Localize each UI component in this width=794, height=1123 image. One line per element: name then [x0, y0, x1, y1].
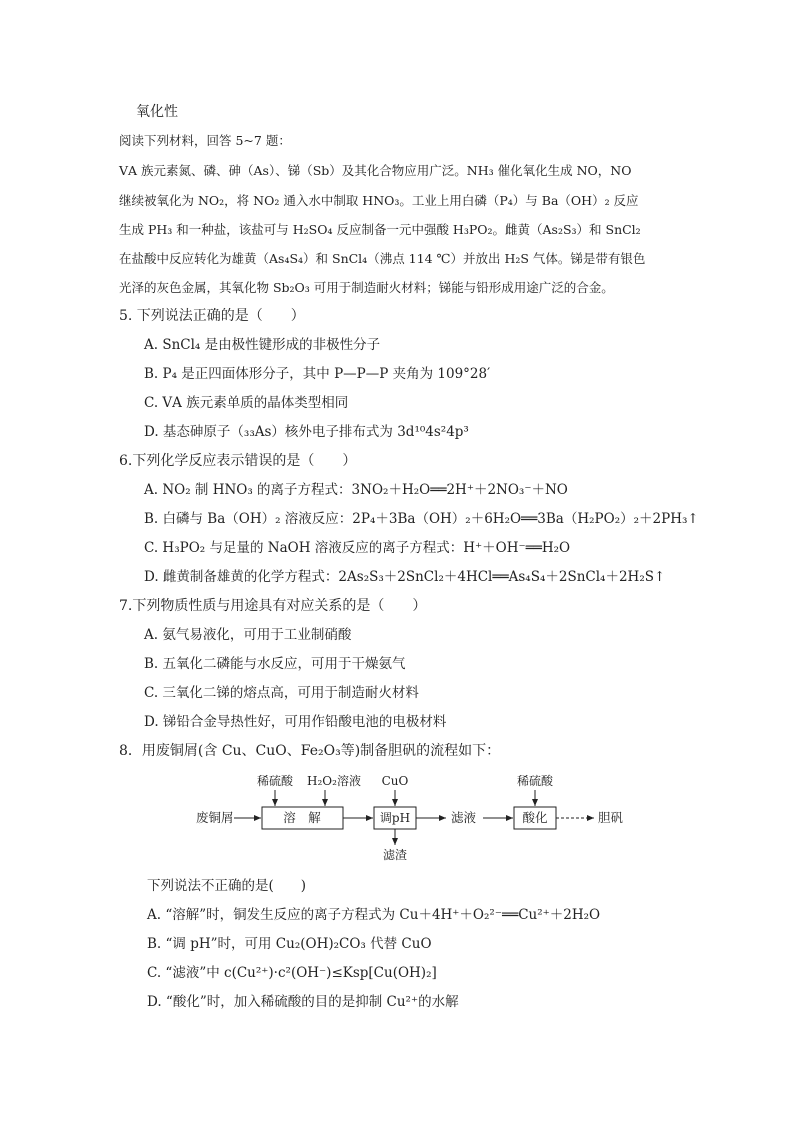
flow-reagent-h2o2: H₂O₂溶液 [307, 774, 361, 788]
flow-feed-label: 废铜屑 [196, 810, 234, 825]
flow-reagent-cuo: CuO [381, 774, 409, 788]
question-6-stem: 6.下列化学反应表示错误的是（ ） [119, 453, 357, 469]
flow-reagent-dilute-acid: 稀硫酸 [256, 774, 294, 788]
question-7-stem: 7.下列物质性质与用途具有对应关系的是（ ） [119, 598, 427, 614]
flow-step-dissolve: 溶 解 [283, 810, 321, 825]
question-8-option-c: C. “滤液”中 c(Cu²⁺)·c²(OH⁻)≤Ksp[Cu(OH)₂] [147, 965, 437, 981]
question-8-stem: 8．用废铜屑(含 Cu、CuO、Fe₂O₃等)制备胆矾的流程如下： [119, 743, 501, 759]
question-8-sub-stem: 下列说法不正确的是( ) [147, 878, 307, 894]
flow-filtrate-label: 滤液 [451, 810, 477, 825]
question-6-option-c: C. H₃PO₂ 与足量的 NaOH 溶液反应的离子方程式：H⁺＋OH⁻══H₂O [144, 540, 571, 556]
flow-product-label: 胆矾 [598, 810, 624, 825]
flow-residue-label: 滤渣 [382, 848, 408, 862]
question-6-option-b: B. 白磷与 Ba（OH）₂ 溶液反应：2P₄＋3Ba（OH）₂＋6H₂O══3Ba（H₂PO₂）₂＋2PH₃↑ [144, 511, 699, 527]
question-5-option-b: B. P₄ 是正四面体形分子，其中 P—P—P 夹角为 109°28′ [144, 366, 491, 382]
material-line-1: ⅤA 族元素氮、磷、砷（As）、锑（Sb）及其化合物应用广泛。NH₃ 催化氧化生成 NO，NO [119, 163, 632, 178]
topic-title: 氧化性 [136, 104, 178, 120]
question-7-option-c: C. 三氧化二锑的熔点高，可用于制造耐火材料 [144, 685, 419, 701]
question-8-option-d: D. “酸化”时，加入稀硫酸的目的是抑制 Cu²⁺的水解 [147, 994, 459, 1010]
question-5-option-d: D. 基态砷原子（₃₃As）核外电子排布式为 3d¹⁰4s²4p³ [144, 424, 469, 440]
question-8-option-b: B. “调 pH”时，可用 Cu₂(OH)₂CO₃ 代替 CuO [147, 936, 432, 952]
flow-step-ph: 调pH [379, 811, 411, 825]
question-6-option-a: A. NO₂ 制 HNO₃ 的离子方程式：3NO₂＋H₂O══2H⁺＋2NO₃⁻＋NO [144, 482, 568, 498]
question-7-option-b: B. 五氧化二磷能与水反应，可用于干燥氨气 [144, 656, 406, 672]
flow-reagent-dilute-acid-2: 稀硫酸 [516, 774, 554, 788]
flow-step-acidify: 酸化 [522, 810, 548, 825]
material-line-3: 生成 PH₃ 和一种盐，该盐可与 H₂SO₄ 反应制备一元中强酸 H₃PO₂。雌黄（As₂S₃）和 SnCl₂ [119, 222, 641, 237]
question-7-option-d: D. 锑铅合金导热性好，可用作铅酸电池的电极材料 [144, 714, 447, 730]
question-5-option-a: A. SnCl₄ 是由极性键形成的非极性分子 [144, 337, 381, 353]
question-8-option-a: A. “溶解”时，铜发生反应的离子方程式为 Cu＋4H⁺＋O₂²⁻══Cu²⁺＋2H₂O [147, 907, 601, 923]
material-line-2: 继续被氧化为 NO₂，将 NO₂ 通入水中制取 HNO₃。工业上用白磷（P₄）与 Ba（OH）₂ 反应 [119, 193, 639, 208]
material-line-5: 光泽的灰色金属，其氧化物 Sb₂O₃ 可用于制造耐火材料；锑能与铅形成用途广泛的合金。 [119, 280, 614, 295]
question-6-option-d: D. 雌黄制备雄黄的化学方程式：2As₂S₃＋2SnCl₂＋4HCl══As₄S₄＋2SnCl₄＋2H₂S↑ [144, 569, 666, 585]
question-5-stem: 5. 下列说法正确的是（ ） [119, 308, 305, 324]
question-5-option-c: C. ⅤA 族元素单质的晶体类型相同 [144, 395, 349, 411]
question-7-option-a: A. 氨气易液化，可用于工业制硝酸 [144, 627, 352, 643]
material-line-4: 在盐酸中反应转化为雄黄（As₄S₄）和 SnCl₄（沸点 114 ℃）并放出 H₂S 气体。锑是带有银色 [119, 251, 646, 266]
reading-intro: 阅读下列材料，回答 5~7 题： [119, 133, 291, 148]
